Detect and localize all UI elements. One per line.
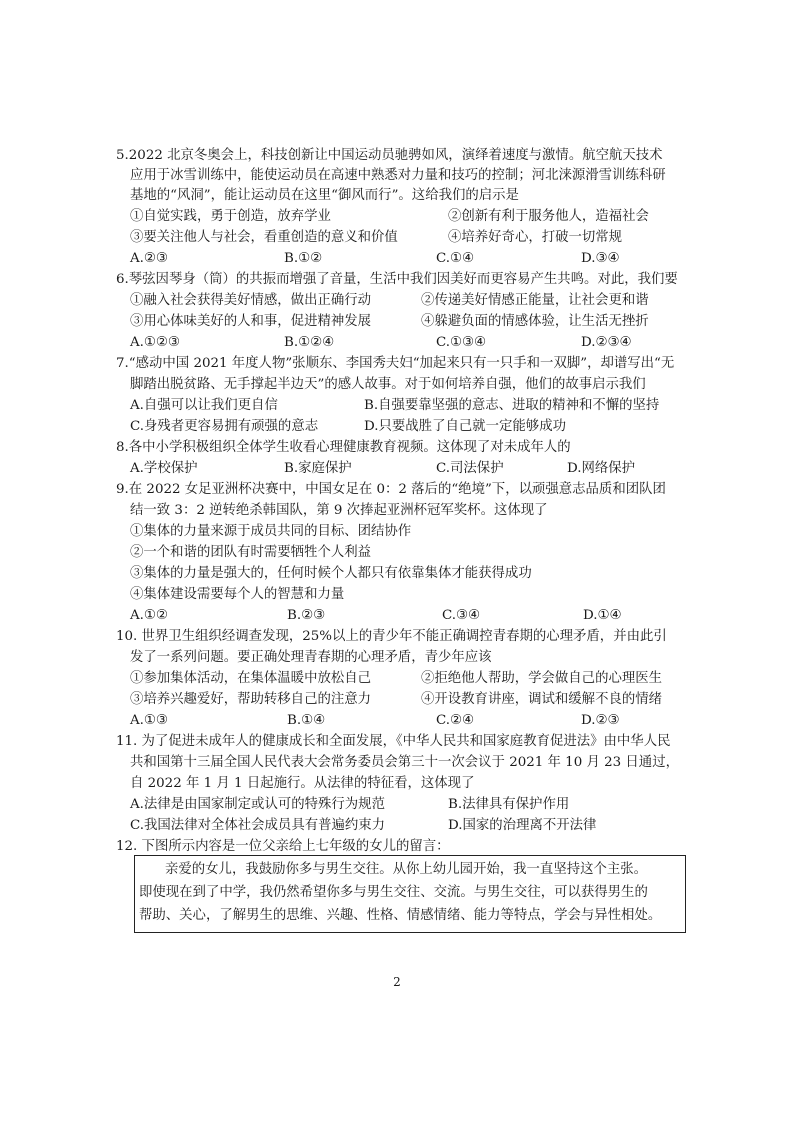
q10-statement-4: ④开设教育讲座，调试和缓解不良的情绪 [421, 692, 663, 707]
q5-statement-4: ④培养好奇心，打破一切常规 [448, 230, 623, 245]
q11-option-c: C.我国法律对全体社会成员具有普遍约束力 [130, 818, 386, 833]
q10-stem-line-1: 10. 世界卫生组织经调查发现，25%以上的青少年不能正确调控青春期的心理矛盾，并由此引 [116, 629, 667, 644]
q6-option-b: B.①②④ [284, 335, 335, 350]
q11-stem-line-3: 自 2022 年 1 月 1 日起施行。从法律的特征看，这体现了 [130, 776, 475, 791]
q7-option-b: B.自强要靠坚强的意志、进取的精神和不懈的坚持 [364, 398, 660, 413]
q6-option-d: D.②③④ [581, 335, 632, 350]
message-line-1: 亲爱的女儿，我鼓励你多与男生交往。从你上幼儿园开始，我一直坚持这个主张。 [165, 862, 648, 877]
q7-option-a: A.自强可以让我们更自信 [130, 398, 278, 413]
q11-option-b: B.法律具有保护作用 [448, 797, 570, 812]
q11-option-d: D.国家的治理离不开法律 [448, 818, 597, 833]
q5-statement-3: ③要关注他人与社会，看重创造的意义和价值 [130, 230, 398, 245]
q6-stem: 6.琴弦因琴身（筒）的共振而增强了音量，生活中我们因美好而更容易产生共鸣。对此，我们要 [116, 272, 678, 287]
message-line-2: 即使现在到了中学，我仍然希望你多与男生交往、交流。与男生交往，可以获得男生的 [139, 885, 648, 900]
q12-stem: 12. 下图所示内容是一位父亲给上七年级的女儿的留言： [116, 839, 450, 854]
q9-option-a: A.①② [130, 608, 168, 623]
q10-option-c: C.②④ [436, 713, 475, 728]
q9-option-b: B.②③ [287, 608, 326, 623]
q5-option-c: C.①④ [436, 251, 475, 266]
q10-statement-3: ③培养兴趣爱好，帮助转移自己的注意力 [130, 692, 372, 707]
q5-stem-line-1: 5.2022 北京冬奥会上，科技创新让中国运动员驰骋如风，演绎着速度与激情。航空航天技术 [116, 148, 663, 163]
q10-option-a: A.①③ [130, 713, 168, 728]
q10-statement-2: ②拒绝他人帮助，学会做自己的心理医生 [421, 671, 663, 686]
q9-option-c: C.③④ [442, 608, 481, 623]
q7-option-c: C.身残者更容易拥有顽强的意志 [130, 419, 319, 434]
q9-statement-1: ①集体的力量来源于成员共同的目标、团结协作 [130, 524, 412, 539]
q6-statement-2: ②传递美好情感正能量，让社会更和谐 [421, 293, 649, 308]
q5-statement-2: ②创新有利于服务他人，造福社会 [448, 209, 649, 224]
q11-stem-line-1: 11. 为了促进未成年人的健康成长和全面发展，《中华人民共和国家庭教育促进法》由中华人民 [116, 734, 671, 749]
q5-option-b: B.①② [284, 251, 323, 266]
q10-stem-line-2: 发了一系列问题。要正确处理青春期的心理矛盾，青少年应该 [130, 650, 492, 665]
q6-statement-3: ③用心体味美好的人和事，促进精神发展 [130, 314, 372, 329]
q7-option-d: D.只要战胜了自己就一定能够成功 [364, 419, 566, 434]
q10-statement-1: ①参加集体活动，在集体温暖中放松自己 [130, 671, 372, 686]
q5-stem-line-2: 应用于冰雪训练中，能使运动员在高速中熟悉对力量和技巧的控制；河北涞源滑雪训练科研 [130, 168, 666, 183]
q6-statement-1: ①融入社会获得美好情感，做出正确行动 [130, 293, 372, 308]
q8-stem: 8.各中小学积极组织全体学生收看心理健康教育视频。这体现了对未成年人的 [116, 440, 571, 455]
q9-stem-line-2: 结一致 3：2 逆转绝杀韩国队，第 9 次捧起亚洲杯冠军奖杯。这体现了 [130, 503, 548, 518]
q10-option-b: B.①④ [287, 713, 326, 728]
q5-statement-1: ①自觉实践，勇于创造，放弃学业 [130, 209, 331, 224]
q6-statement-4: ④躲避负面的情感体验，让生活无挫折 [421, 314, 649, 329]
q8-option-a: A.学校保护 [130, 461, 198, 476]
page-number: 2 [393, 975, 401, 989]
q11-stem-line-2: 共和国第十三届全国人民代表大会常务委员会第三十一次会议于 2021 年 10 月 23 日通过， [130, 755, 679, 770]
q9-statement-4: ④集体建设需要每个人的智慧和力量 [130, 587, 345, 602]
q6-option-a: A.①②③ [130, 335, 180, 350]
q5-stem-line-3: 基地的“风洞”，能让运动员在这里“御风而行”。这给我们的启示是 [130, 188, 519, 203]
q9-statement-2: ②一个和谐的团队有时需要牺牲个人利益 [130, 545, 372, 560]
q7-stem-line-2: 脚踏出脱贫路、无手撑起半边天”的感人故事。对于如何培养自强，他们的故事启示我们 [130, 377, 646, 392]
q9-stem-line-1: 9.在 2022 女足亚洲杯决赛中，中国女足在 0：2 落后的“绝境”下，以顽强意志品质和团队团 [116, 482, 666, 497]
q8-option-c: C.司法保护 [436, 461, 504, 476]
message-line-3: 帮助、关心，了解男生的思维、兴趣、性格、情感情绪、能力等特点，学会与异性相处。 [139, 908, 662, 923]
q5-option-a: A.②③ [130, 251, 168, 266]
q7-stem-line-1: 7.“感动中国 2021 年度人物”张顺东、李国秀夫妇“加起来只有一只手和一双脚”，却谱写出“无 [116, 356, 675, 371]
q9-option-d: D.①④ [583, 608, 622, 623]
q8-option-b: B.家庭保护 [284, 461, 352, 476]
q6-option-c: C.①③④ [436, 335, 487, 350]
father-message-box [134, 855, 686, 933]
q8-option-d: D.网络保护 [567, 461, 636, 476]
q9-statement-3: ③集体的力量是强大的，任何时候个人都只有依靠集体才能获得成功 [130, 566, 532, 581]
q10-option-d: D.②③ [581, 713, 620, 728]
q5-option-d: D.③④ [581, 251, 620, 266]
q11-option-a: A.法律是由国家制定或认可的特殊行为规范 [130, 797, 385, 812]
